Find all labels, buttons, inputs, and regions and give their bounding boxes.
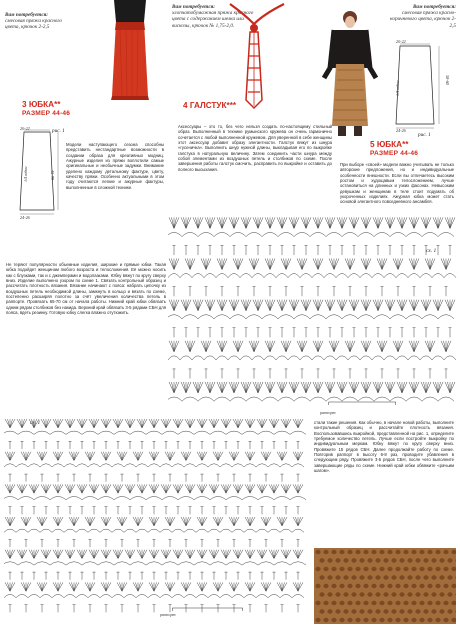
chart-row — [169, 382, 455, 393]
chart-row — [169, 259, 451, 270]
tie4-materials: Вам потребуется: хлопчатобумажная пряжа красного цвета с содержанием шелка или вискозы, крючок № 1,75-2,0. — [172, 4, 254, 29]
chart-row — [173, 328, 452, 338]
chart-row — [5, 484, 303, 493]
tie4-title: 4 ГАЛСТУК*** — [183, 101, 237, 110]
skirt3-title: 3 ЮБКА** РАЗМЕР 44-46 — [22, 100, 71, 117]
chart-row — [9, 441, 300, 449]
skirt3-instructions: Не теряют популярности объемные изделия, широкие и прямые юбки. Такая юбка подойдет женщинам любого возраста и телосложения. Её можно носить как с блузками, так и с джемперами и водолазками. Юбку вяжут по кругу сверху вниз. Изделие выполнено узором по схеме 1. Связать контрольный образец и рассчитать плотность вязания. Вязание начинают с пояса: набрать цепочку из воздушных петель необходимой длины, замкнуть в кольцо и вязать по схеме, постепенно расширяя полотно за счёт увеличения количества петель в раппорте. Провязать 65-70 см от начала работы. Нижний край юбки обвязать одним рядом столбиков без накида. Верхний край обвязать 3-5 рядами СБН для пояса, вдеть резинку. Готовую юбку слегка влажно отутюжить. — [6, 262, 166, 316]
tie4-photo — [228, 0, 288, 110]
chart-row — [4, 464, 304, 467]
skirt3-dim-top: 20-22 — [20, 126, 30, 131]
chart-row — [5, 517, 303, 526]
chart-row — [173, 245, 452, 255]
skirt5-dim-top: 20-22 — [396, 39, 406, 44]
skirt3-photo — [96, 0, 166, 100]
skirt5-dim-bottom: 24-26 — [396, 128, 406, 133]
chart-row — [173, 369, 448, 379]
chart-row — [168, 315, 454, 319]
chart-row — [168, 397, 454, 401]
chart-row — [9, 605, 300, 613]
chart-row — [168, 274, 456, 278]
chart-row — [173, 287, 448, 297]
skirt3-dim-side: 45-70 — [50, 170, 55, 180]
chart-row — [4, 496, 306, 499]
chart-row — [4, 562, 306, 565]
skirt5-pattern — [384, 42, 446, 130]
chart-row — [4, 529, 304, 532]
skirt3-materials: Вам потребуется: смесовая пряжа красного цвета, крючок 2-2,5 — [5, 12, 63, 31]
skirt5-photo — [316, 8, 386, 138]
chart-row — [169, 217, 455, 228]
skirt5-materials: Вам потребуется: смесовая пряжа красно-коричневого цвета, крючок 2-2,5 — [390, 4, 456, 29]
skirt3-fig-label: рис. 1 — [52, 128, 65, 134]
crochet-chart-1 — [168, 216, 460, 416]
tie4-instructions: Аксессуары – это то, без чего нельзя создать по-настоящему стильный образ. Выполненный в технике румынского кружева он очень гармонично сочетается с любой выполненной кружевом. Для уверенной в себе женщины этот аксессуар добавит образу элегантности. Галстук вяжут из шнура «гусеничка». Выполнить шнур нужной длины, выкладывая его по выкройке галстука в натуральную величину. Затем соединить части шнура между собой элементами из воздушных петель и столбиков по схеме. После завершения работы галстук смочить, расправить по выкройке и оставить до полного высыхания. — [178, 124, 332, 172]
skirt3-dim-bottom: 24-26 — [20, 215, 30, 220]
skirt5-fig-label: рис. 1 — [418, 132, 431, 138]
skirt5-title: 5 ЮБКА** РАЗМЕР 44-46 — [370, 140, 419, 157]
chart-row — [5, 419, 303, 428]
chart1-rapport: раппорт — [320, 410, 336, 415]
skirt5-dim-quarter: 1/4 юбки — [395, 80, 400, 96]
skirt5-description: При выборе «своей» модели важно учитывать не только авторские предложения, но и индивидуальные особенности внешности. Если вы отличаетесь высоким ростом и худощавым телосложением, лучше остановиться на длинных и узких фасонах. Невысоким девушкам и женщинам в теле стоит подумать об укороченных изделиях. Ажурная юбка может стать основой элегантного повседневного ансамбля. — [340, 162, 454, 205]
chart-row — [9, 507, 300, 515]
chart2-rapport: раппорт — [160, 612, 176, 617]
skirt3-dim-quarter: 1/4 юбки — [23, 166, 28, 182]
chart-row — [9, 474, 300, 482]
skirt5-dim-side: 58-60 — [445, 75, 450, 85]
continuation-text: стали такие решения. Как обычно, в начале новой работы, выполните контрольный образец и рассчитайте плотность вязания. Воспользовавшись выкройкой, представленной на рис. 1, определите требуемое количество петель. Лучше если постройте выкройку по индивидуальным меркам. Юбку вяжут по кругу сверху вниз. Провяжите 15 рядов СБН. Далее продолжайте работу по схеме. Повторив раппорт в высоту 6-8 раз, проводите убавления в следующем ряду. Провяжите 3-5 рядов СБН, после чего выполните завершающие ряды по схеме. Нижний край юбки обвяжите «рачьим шагом». — [314, 420, 454, 474]
chart2-label: сх. 1 — [30, 420, 41, 426]
chart-row — [4, 431, 306, 434]
crochet-chart-2 — [4, 418, 310, 624]
chart-row — [5, 582, 303, 591]
chart-row — [5, 452, 303, 461]
chart-row — [169, 300, 455, 311]
chart-row — [9, 572, 300, 580]
chart-row — [168, 356, 456, 360]
chart-row — [9, 539, 300, 547]
chart-row — [4, 594, 304, 597]
fabric-closeup-photo — [314, 548, 456, 624]
chart-row — [168, 232, 454, 236]
skirt3-pattern — [10, 128, 64, 216]
chart-row — [5, 550, 303, 559]
chart-row — [169, 341, 451, 352]
skirt3-description: Модели наступающего сезона способны представить нестандартные возможности в создании образа для креативных модниц. Ажурные изделия из пряжи воплотили самые оригинальные и необычные задумки. Внимание уделено каждому детальному фактуре, цвету, качеству пряжи. Особенно актуальными в этом году считаются легкие и ажурные фактуры, выполненные в сложной технике. — [66, 142, 164, 190]
chart1-label: сх. 1 — [426, 248, 437, 254]
